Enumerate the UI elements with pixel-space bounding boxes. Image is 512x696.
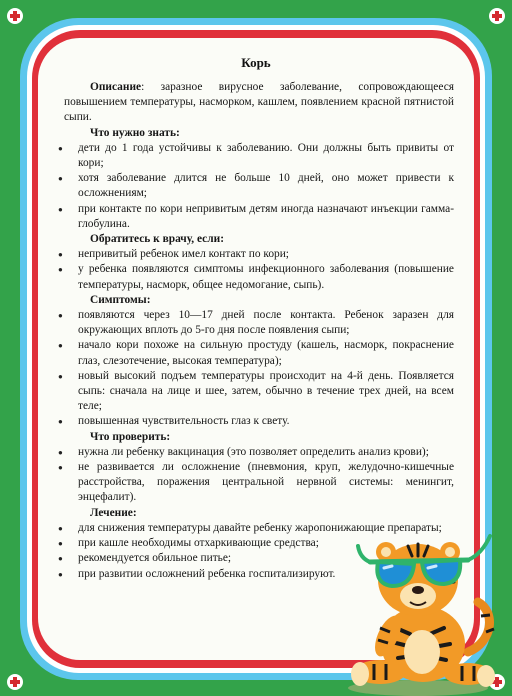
document-body [64,80,454,582]
list-item: ● рекомендуется обильное питье; [64,551,454,566]
description-paragraph [64,80,454,126]
red-cross-icon [7,8,23,24]
section-heading: Что нужно знать: [90,126,180,139]
description-label: Описание [90,81,142,93]
tiger-illustration [318,532,498,696]
list-item: ● нужна ли ребенку вакцинация (это позволяет определить анализ крови); [64,445,454,460]
section-heading: Обратитесь к врачу, если: [90,233,224,246]
list-item: ● новый высокий подъем температуры происходит на 4-й день. Появляется сыпь: сначала на лице и шее, затем, обычно в течение трех дней, на всем теле; [64,369,454,415]
page-title: Корь [241,55,271,70]
red-cross-icon [7,674,23,690]
list-item: ● повышенная чувствительность глаз к свету. [64,414,454,429]
list-item: ● при кашле необходимы отхаркивающие средства; [64,536,454,551]
section-heading: Симптомы: [90,293,151,306]
list-item: ● начало кори похоже на сильную простуду (кашель, насморк, покраснение глаз, слезотечение, высокая температура); [64,338,454,368]
list-item: ● у ребенка появляются симптомы инфекционного заболевания (повышение температуры, насморк, общее недомогание, сыпь). [64,262,454,292]
list-item: ● не развивается ли осложнение (пневмония, круп, желудочно-кишечные расстройства, поражения центральной нервной системы: менингит, энцефалит). [64,460,454,506]
list-item: ● при контакте по кори непривитым детям иногда назначают инъекции гамма-глобулина. [64,202,454,232]
list-item: ● непривитый ребенок имел контакт по кори; [64,247,454,262]
list-item: ● дети до 1 года устойчивы к заболеванию. Они должны быть привиты от кори; [64,141,454,171]
list-item: ● появляются через 10—17 дней после контакта. Ребенок заразен для окружающих вплоть до 5-го дня после появления сыпи; [64,308,454,338]
list-item: ● хотя заболевание длится не больше 10 дней, оно может привести к осложнениям; [64,171,454,201]
section-heading: Что проверить: [90,430,171,443]
list-item: ● при развитии осложнений ребенка госпитализируют. [64,567,454,582]
red-cross-icon [489,8,505,24]
description-text: : заразное вирусное заболевание, сопровождающееся повышением температуры, насморком, кашлем, появлением красной пятнистой сыпи. [64,81,454,124]
list-item: ● для снижения температуры давайте ребенку жаропонижающие препараты; [64,521,454,536]
section-heading: Лечение: [90,506,137,519]
